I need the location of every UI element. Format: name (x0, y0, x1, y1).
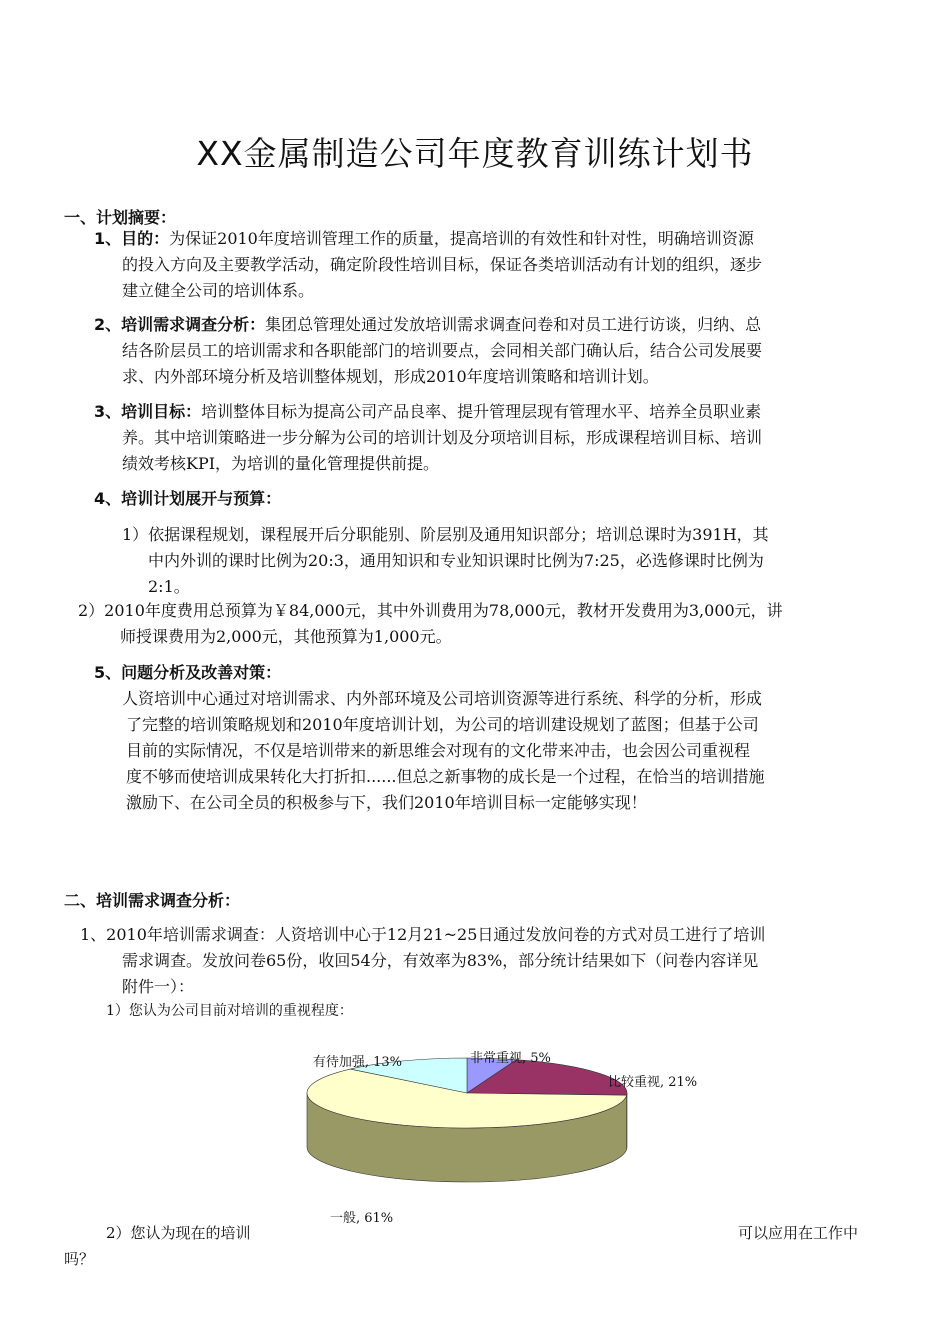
item2-line2: 结各阶层员工的培训需求和各职能部门的培训要点，会同相关部门确认后，结合公司发展要 (122, 341, 763, 360)
item4-heading (94, 486, 886, 512)
item4-sub1-line2: 中内外训的课时比例为20:3，通用知识和专业知识课时比例为7:25，必选修课时比例为 (148, 551, 764, 570)
item4-sub1-line3: 2:1。 (148, 577, 190, 596)
question-2-left: 2）您认为现在的培训 (106, 1224, 251, 1242)
importance-pie-chart (260, 1040, 730, 1230)
section2-heading: 二、培训需求调查分析： (64, 891, 241, 910)
item5-line3: 目前的实际情况，不仅是培训带来的新思维会对现有的文化带来冲击，也会因公司重视程 (126, 741, 751, 760)
item4-sub1 (122, 522, 888, 600)
question-2-right: 可以应用在工作中 (738, 1224, 859, 1242)
item4-sub2 (78, 598, 888, 650)
item4-sub2-line1: 2）2010年度费用总预算为￥84,000元，其中外训费用为78,000元，教材开发费用为3,000元，讲 (78, 601, 783, 620)
item2-needs-analysis (94, 312, 886, 390)
section2-item1-line1: 1、2010年培训需求调查：人资培训中心于12月21~25日通过发放问卷的方式对员工进行了培训 (80, 925, 766, 944)
item1-line2: 的投入方向及主要教学活动，确定阶段性培训目标，保证各类培训活动有计划的组织，逐步 (122, 255, 763, 274)
item1-line3: 建立健全公司的培训体系。 (122, 281, 315, 300)
pie-label-比较重视: 比较重视, 21% (608, 1075, 698, 1090)
section2-item1-line2: 需求调查。发放问卷65份，收回54分，有效率为83%，部分统计结果如下（问卷内容详见 (122, 951, 759, 970)
item2-label: 2、培训需求调查分析： (94, 315, 266, 334)
item3-line1: 培训整体目标为提高公司产品良率、提升管理层现有管理水平、培养全员职业素 (201, 402, 762, 421)
item2-line3: 求、内外部环境分析及培训整体规划，形成2010年度培训策略和培训计划。 (122, 367, 659, 386)
item1-purpose (94, 226, 886, 304)
section2-item1 (80, 922, 888, 1000)
item3-goals (94, 399, 886, 477)
item5-line5: 激励下、在公司全员的积极参与下，我们2010年培训目标一定能够实现！ (126, 793, 647, 812)
page-title: XX金属制造公司年度教育训练计划书 (196, 134, 754, 173)
item1-label: 1、目的： (94, 229, 170, 248)
pie-label-非常重视: 非常重视, 5% (470, 1051, 551, 1066)
item5-line1: 人资培训中心通过对培训需求、内外部环境及公司培训资源等进行系统、科学的分析，形成 (122, 689, 763, 708)
item3-label: 3、培训目标： (94, 402, 202, 421)
item4-sub1-line1: 1）依据课程规划，课程展开后分职能别、阶层别及通用知识部分；培训总课时为391H，其 (122, 525, 769, 544)
item4-label: 4、培训计划展开与预算： (94, 489, 282, 508)
pie-label-有待加强: 有待加强, 13% (312, 1055, 402, 1070)
pie-label-一般: 一般, 61% (330, 1211, 394, 1226)
section1-heading: 一、计划摘要： (64, 208, 177, 227)
item3-line3: 绩效考核KPI，为培训的量化管理提供前提。 (122, 454, 440, 473)
item5-line4: 度不够而使培训成果转化大打折扣......但总之新事物的成长是一个过程，在恰当的培训措施 (126, 767, 765, 786)
question-2-cont: 吗？ (64, 1250, 95, 1268)
item4-sub2-line2: 师授课费用为2,000元，其他预算为1,000元。 (120, 627, 452, 646)
question-1: 1）您认为公司目前对培训的重视程度： (106, 1003, 353, 1019)
item5-label: 5、问题分析及改善对策： (94, 663, 282, 682)
item3-line2: 养。其中培训策略进一步分解为公司的培训计划及分项培训目标，形成课程培训目标、培训 (122, 428, 763, 447)
item5-heading (94, 660, 886, 686)
item5-body (122, 686, 888, 816)
item5-line2: 了完整的培训策略规划和2010年度培训计划，为公司的培训建设规划了蓝图；但基于公司 (126, 715, 759, 734)
section2-item1-line3: 附件一）： (122, 977, 195, 996)
item1-line1: 为保证2010年度培训管理工作的质量，提高培训的有效性和针对性，明确培训资源 (169, 229, 754, 248)
item2-line1: 集团总管理处通过发放培训需求调查问卷和对员工进行访谈，归纳、总 (265, 315, 762, 334)
